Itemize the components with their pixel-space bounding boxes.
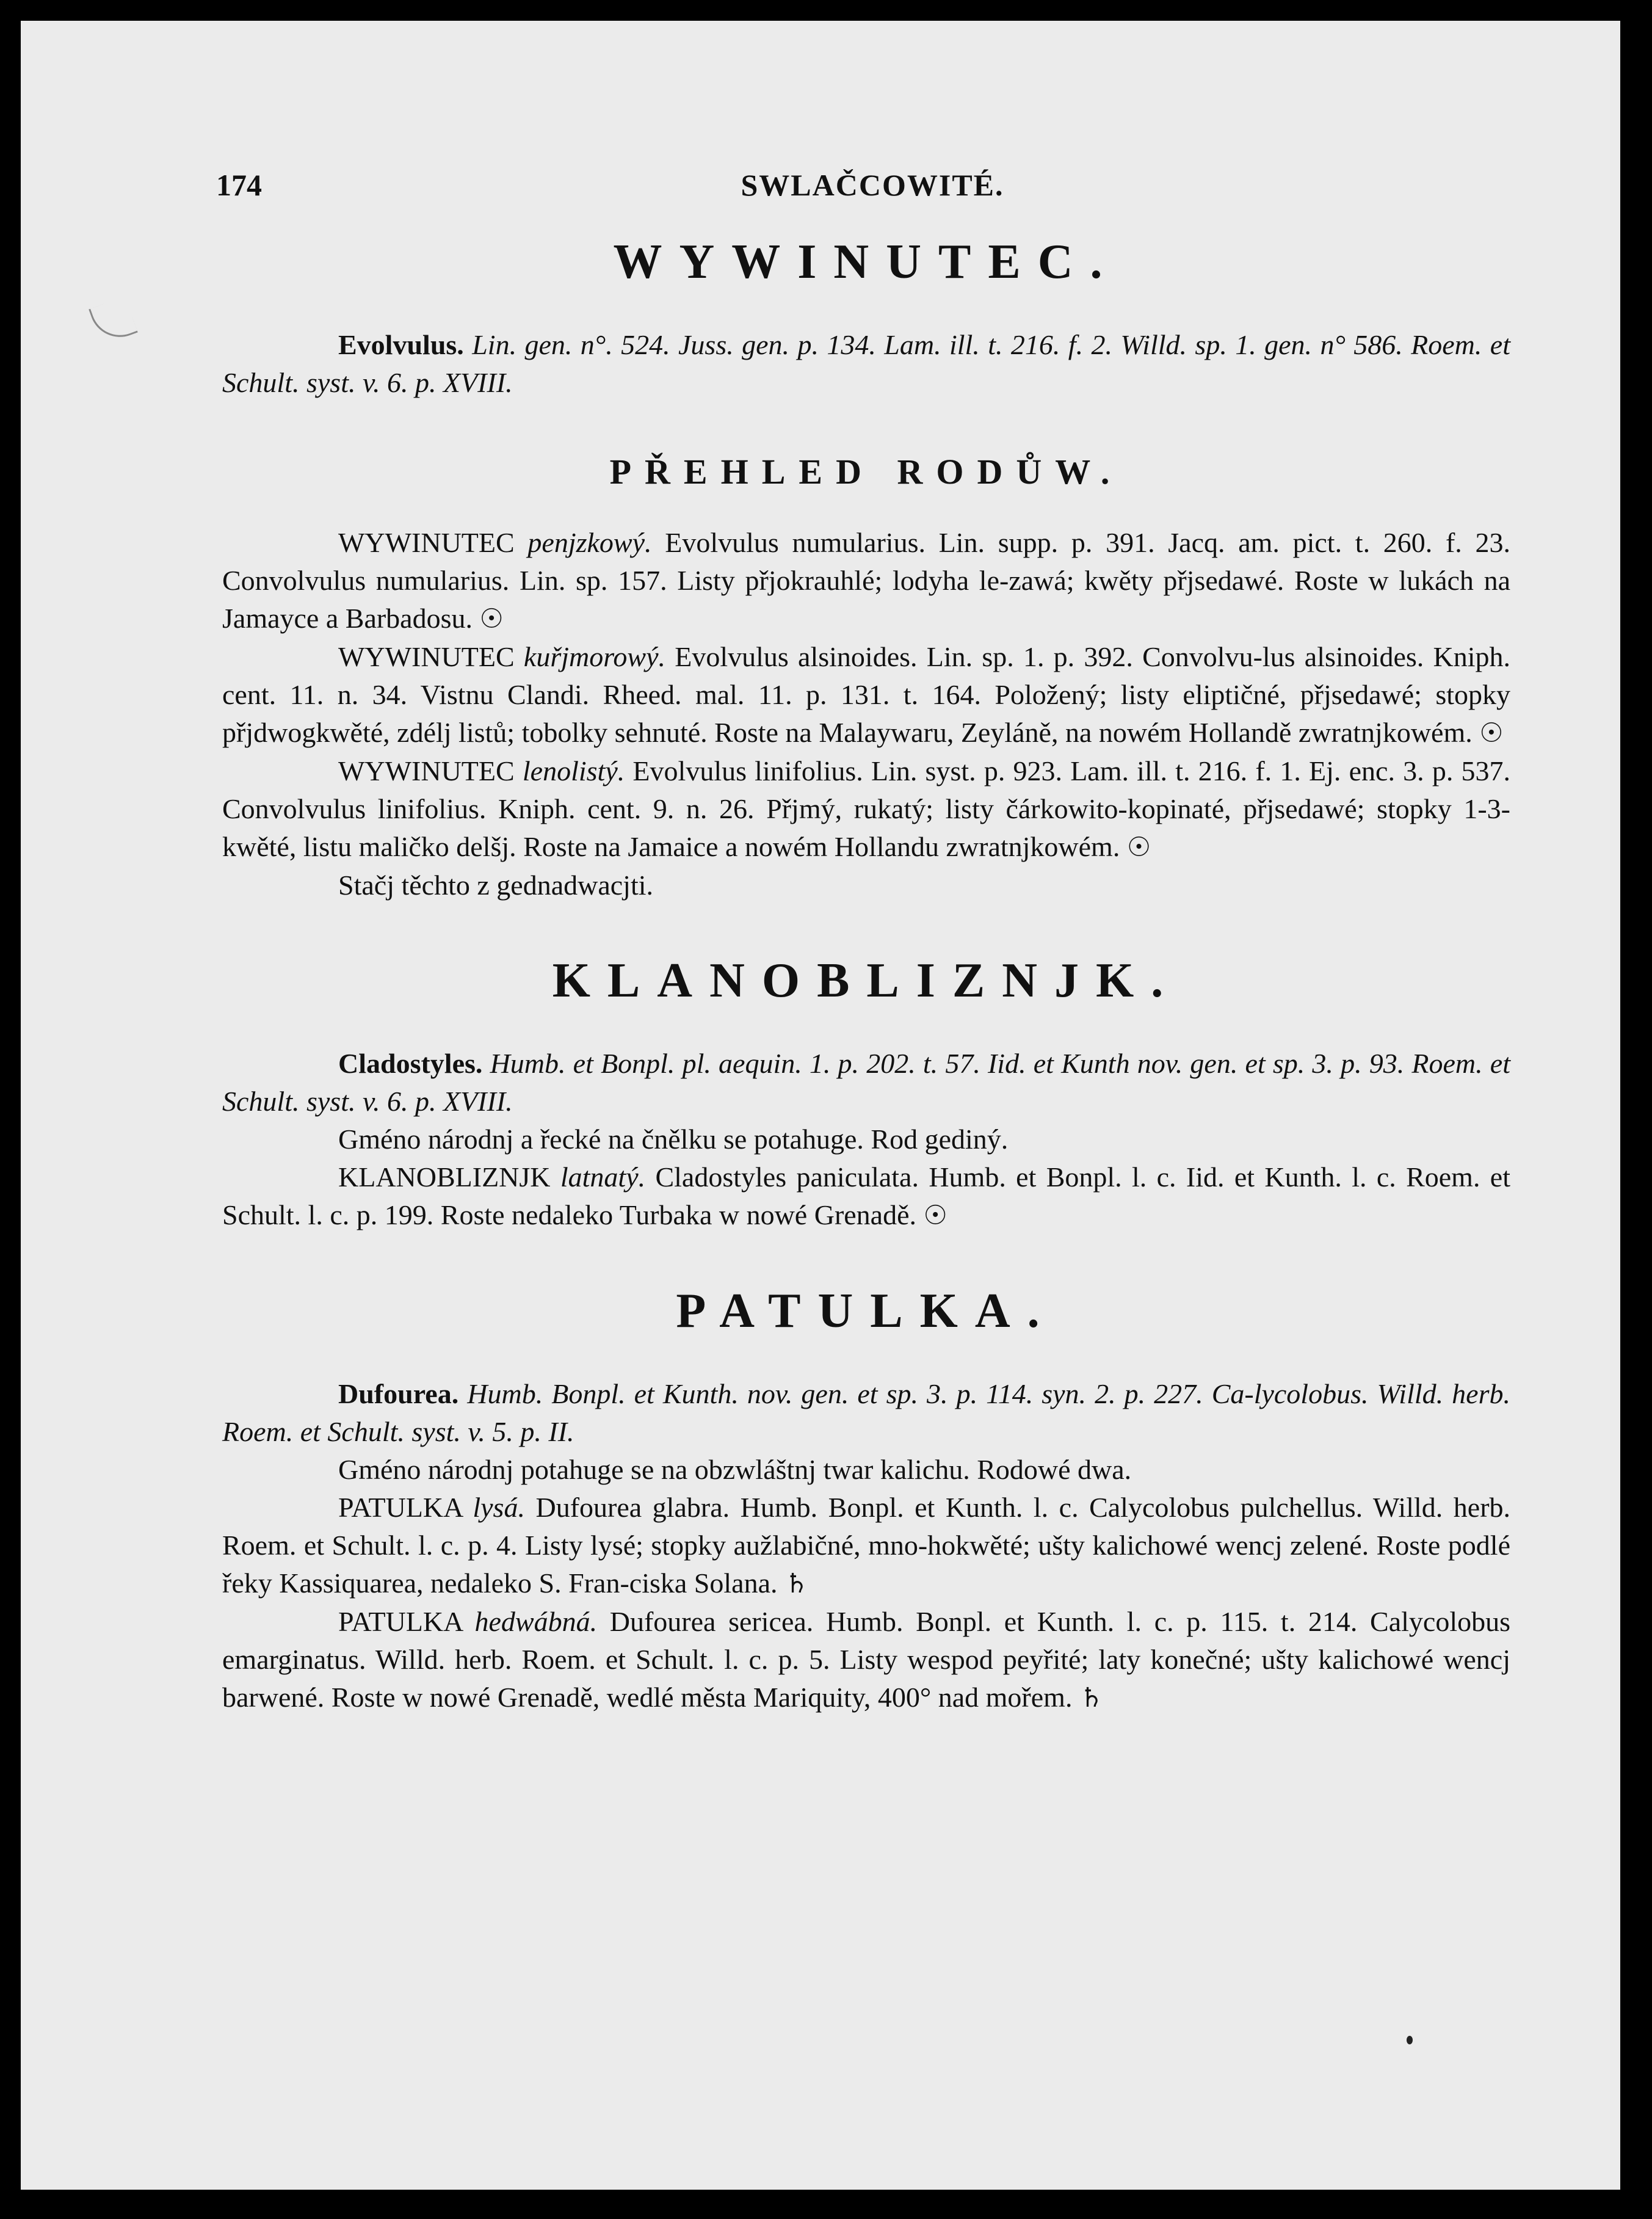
species-name: WYWINUTEC <box>338 641 515 672</box>
species-description: Cladostyles paniculata. Humb. et Bonpl. l. c. Iid. et Kunth. l. c. Roem. et Schult. l. c. p. 199. Roste nedaleko Turbaka w nowé Grenadě. <box>222 1161 1511 1230</box>
genus-synonymy <box>222 1375 1510 1451</box>
species-name: PATULKA <box>338 1492 462 1523</box>
genus-title: PATULKA. <box>676 1284 1057 1338</box>
species-entry <box>222 638 1510 752</box>
overview-closing: Stačj těchto z gednadwacjti. <box>338 870 654 901</box>
species-epithet: kuřjmorowý. <box>523 641 666 672</box>
page-header <box>216 167 1529 210</box>
genus-synonymy <box>222 1045 1510 1120</box>
page-number: 174 <box>216 168 262 202</box>
genus-latin-name: Cladostyles. <box>338 1048 483 1079</box>
genus-note: Gméno národnj potahuge se na obzwláštnj twar kalichu. Rodowé dwa. <box>338 1454 1132 1485</box>
species-name: WYWINUTEC <box>338 755 515 786</box>
shrub-symbol-icon: ♄ <box>784 1568 809 1599</box>
annual-symbol-icon: ☉ <box>1126 832 1151 863</box>
species-name: PATULKA <box>338 1606 462 1637</box>
genus-latin-name: Dufourea. <box>338 1378 459 1409</box>
genus-title: WYWINUTEC. <box>613 235 1120 289</box>
species-name: KLANOBLIZNJK <box>338 1161 551 1193</box>
species-name: WYWINUTEC <box>338 527 515 558</box>
species-entry <box>222 1489 1510 1603</box>
genus-latin-name: Evolvulus. <box>338 329 464 360</box>
genus-note: Gméno národnj a řecké na čnělku se potahuge. Rod gediný. <box>338 1124 1009 1155</box>
annual-symbol-icon: ☉ <box>1479 717 1504 749</box>
genus-references: Lin. gen. n°. 524. Juss. gen. p. 134. Lam. ill. t. 216. f. 2. Willd. sp. 1. gen. n° 586. Roem. et Schult. syst. v. 6. p. XVIII. <box>222 329 1510 398</box>
species-epithet: lenolistý. <box>522 755 625 786</box>
annual-symbol-icon: ☉ <box>479 603 504 634</box>
species-epithet: penjzkowý. <box>527 527 652 558</box>
genus-synonymy <box>222 326 1510 402</box>
shrub-symbol-icon: ♄ <box>1079 1682 1104 1713</box>
species-entry <box>222 1603 1510 1717</box>
species-epithet: lysá. <box>473 1492 525 1523</box>
section-patulka <box>222 1277 1510 1717</box>
species-epithet: hedwábná. <box>474 1606 598 1637</box>
section-klanobliznjk <box>222 947 1510 1235</box>
annual-symbol-icon: ☉ <box>923 1200 947 1231</box>
ink-speck <box>1407 2036 1413 2044</box>
species-description: Evolvulus linifolius. Lin. syst. p. 923. Lam. ill. t. 216. f. 1. Ej. enc. 3. p. 537. Convolvulus linifolius. Kniph. cent. 9. n. 26. Přjmý, rukatý; listy čárkowito-kopinaté, přjsedawé; stopky 1-3-kwěté, listu maličko delšj. Roste na Jamaice a nowém Hollandu zwratnjkowém. <box>222 755 1510 862</box>
species-entry <box>222 524 1510 638</box>
species-description: Dufourea sericea. Humb. Bonpl. et Kunth. l. c. p. 115. t. 214. Calycolobus emarginatus. Willd. herb. Roem. et Schult. l. c. p. 5. Listy wespod peyřité; laty konečné; ušty kalichowé wencj barwené. Roste w nowé Grenadě, wedlé města Mariquity, 400° nad mořem. <box>222 1606 1511 1713</box>
book-page <box>21 21 1620 2190</box>
page-content <box>222 228 1510 1760</box>
species-description: Evolvulus numularius. Lin. supp. p. 391. Jacq. am. pict. t. 260. f. 23. Convolvulus numularius. Lin. sp. 157. Listy přjokrauhlé; lodyha le-zawá; kwěty přjsedawé. Roste w lukách na Jamayce a Barbadosu. <box>222 527 1510 634</box>
species-epithet: latnatý. <box>560 1161 646 1193</box>
section-overview <box>222 445 1510 904</box>
section-wywinutec <box>222 228 1510 402</box>
species-description: Dufourea glabra. Humb. Bonpl. et Kunth. l. c. Calycolobus pulchellus. Willd. herb. Roem. et Schult. l. c. p. 4. Listy lysé; stopky aužlabičné, mno-hokwěté; ušty kalichowé wencj zelené. Roste podlé řeky Kassiquarea, nedaleko S. Fran-ciska Solana. <box>222 1492 1511 1599</box>
running-head: SWLAČCOWITÉ. <box>741 168 1004 202</box>
genus-references: Humb. Bonpl. et Kunth. nov. gen. et sp. 3. p. 114. syn. 2. p. 227. Ca-lycolobus. Willd. herb. Roem. et Schult. syst. v. 5. p. II. <box>222 1378 1510 1447</box>
genus-references: Humb. et Bonpl. pl. aequin. 1. p. 202. t. 57. Iid. et Kunth nov. gen. et sp. 3. p. 93. Roem. et Schult. syst. v. 6. p. XVIII. <box>222 1048 1510 1117</box>
species-description: Evolvulus alsinoides. Lin. sp. 1. p. 392. Convolvu-lus alsinoides. Kniph. cent. 11. n. 34. Vistnu Clandi. Rheed. mal. 11. p. 131. t. 164. Položený; listy eliptičné, přjsedawé; stopky přjdwogkwěté, zdélj listů; tobolky sehnuté. Roste na Malaywaru, Zeyláně, na nowém Hollandě zwratnjkowém. <box>222 641 1510 748</box>
margin-mark <box>89 296 138 346</box>
genus-title: KLANOBLIZNJK. <box>552 954 1181 1008</box>
species-entry <box>222 752 1510 866</box>
species-entry <box>222 1158 1510 1235</box>
overview-title: PŘEHLED RODŮW. <box>609 452 1123 492</box>
